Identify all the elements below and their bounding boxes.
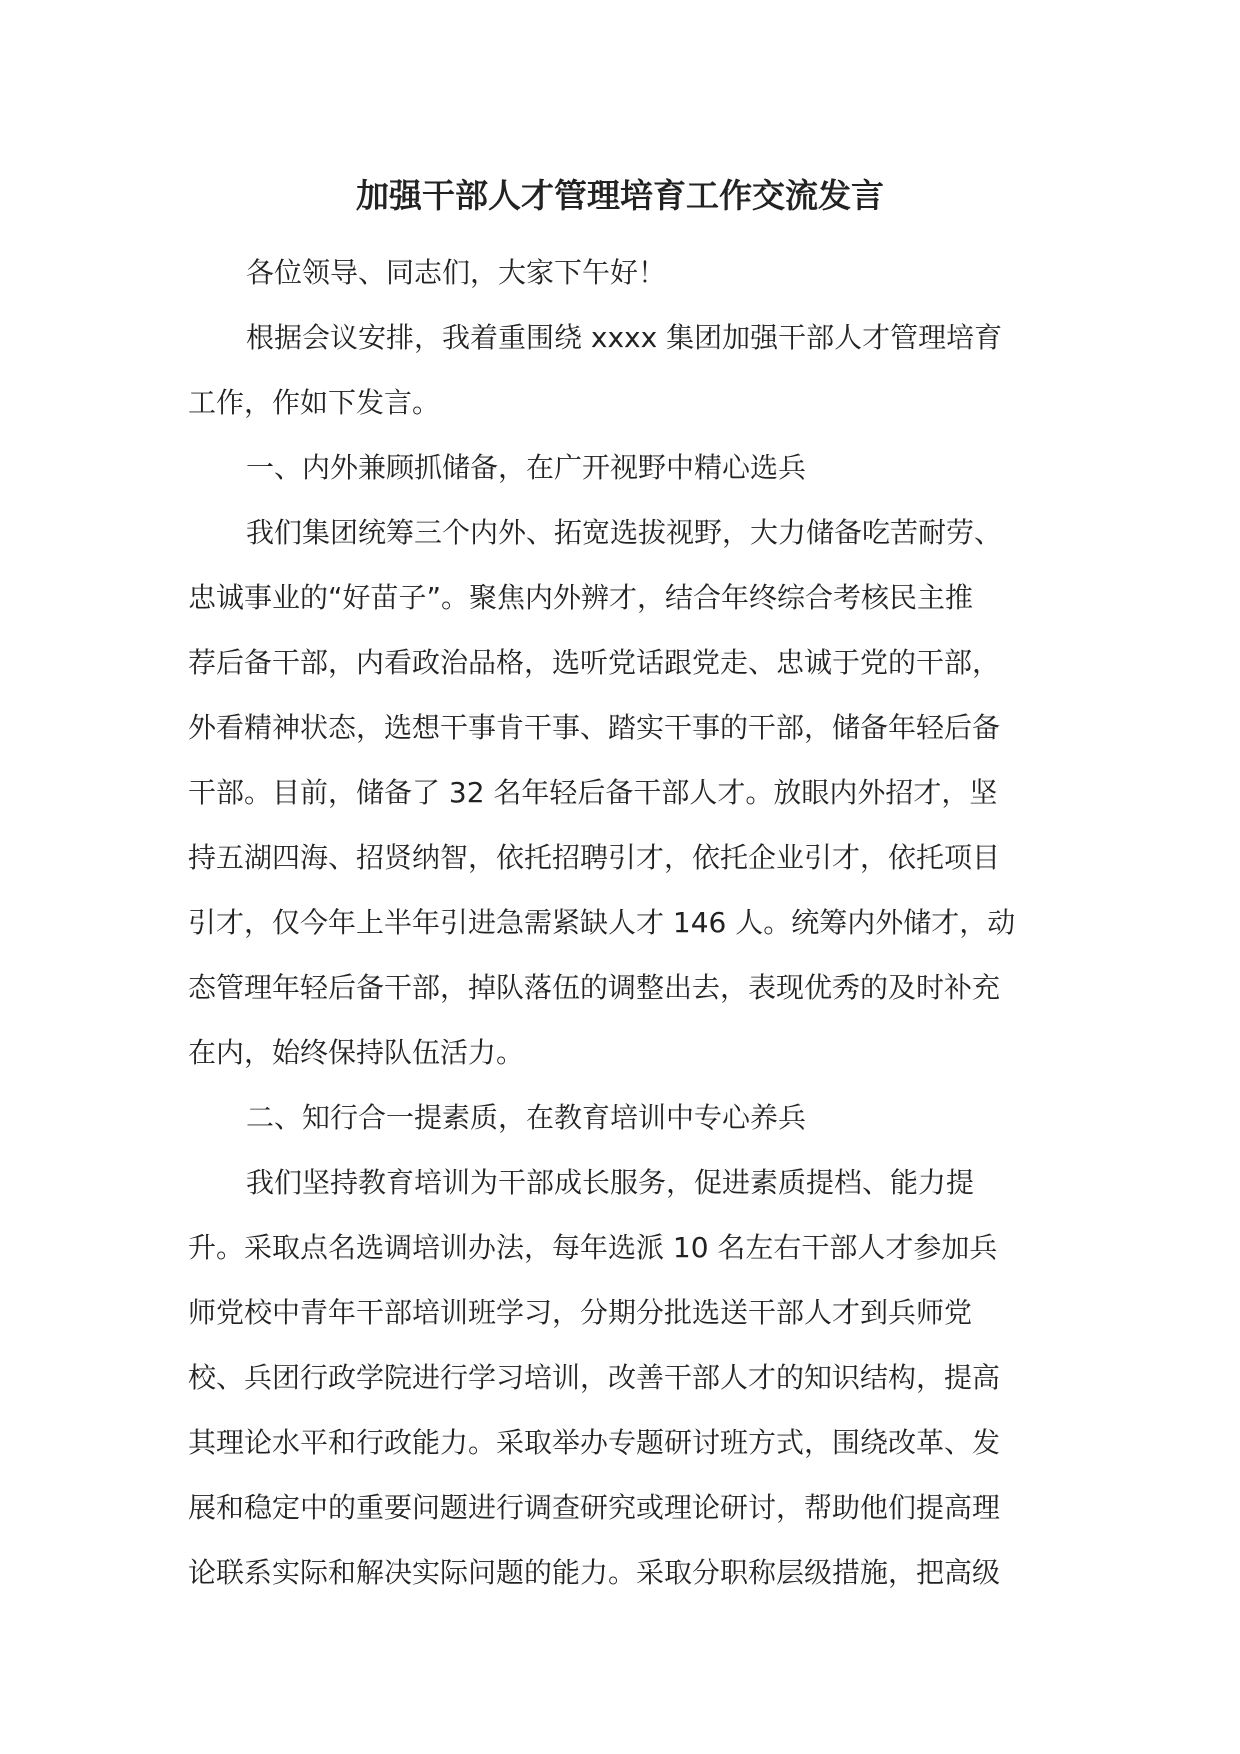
paragraph-line: 持五湖四海、招贤纳智，依托招聘引才，依托企业引才，依托项目 <box>188 841 1001 874</box>
document-title: 加强干部人才管理培育工作交流发言 <box>356 176 884 215</box>
paragraph-line: 工作，作如下发言。 <box>188 386 441 419</box>
section-heading-1: 一、内外兼顾抓储备，在广开视野中精心选兵 <box>246 451 807 484</box>
paragraph-line: 在内，始终保持队伍活力。 <box>188 1036 525 1069</box>
paragraph-line: 其理论水平和行政能力。采取举办专题研讨班方式，围绕改革、发 <box>188 1426 1001 1459</box>
paragraph-line: 外看精神状态，选想干事肯干事、踏实干事的干部，储备年轻后备 <box>188 711 1001 744</box>
paragraph-line: 忠诚事业的“好苗子”。聚焦内外辨才，结合年终综合考核民主推 <box>188 581 974 614</box>
paragraph-line: 根据会议安排，我着重围绕 xxxx 集团加强干部人才管理培育 <box>246 321 1003 354</box>
paragraph-line: 引才，仅今年上半年引进急需紧缺人才 146 人。统筹内外储才，动 <box>188 906 1016 939</box>
paragraph-line: 我们坚持教育培训为干部成长服务，促进素质提档、能力提 <box>246 1166 975 1199</box>
paragraph-line: 展和稳定中的重要问题进行调查研究或理论研讨，帮助他们提高理 <box>188 1491 1001 1524</box>
section-heading-2: 二、知行合一提素质，在教育培训中专心养兵 <box>246 1101 807 1134</box>
paragraph-line: 校、兵团行政学院进行学习培训，改善干部人才的知识结构，提高 <box>188 1361 1001 1394</box>
paragraph-line: 荐后备干部，内看政治品格，选听党话跟党走、忠诚于党的干部， <box>188 646 1001 679</box>
paragraph-line: 升。采取点名选调培训办法，每年选派 10 名左右干部人才参加兵 <box>188 1231 998 1264</box>
paragraph-line: 论联系实际和解决实际问题的能力。采取分职称层级措施，把高级 <box>188 1556 1001 1589</box>
paragraph-line: 我们集团统筹三个内外、拓宽选拔视野，大力储备吃苦耐劳、 <box>246 516 1003 549</box>
greeting-line: 各位领导、同志们，大家下午好！ <box>246 256 667 289</box>
paragraph-line: 师党校中青年干部培训班学习，分期分批选送干部人才到兵师党 <box>188 1296 973 1329</box>
paragraph-line: 干部。目前，储备了 32 名年轻后备干部人才。放眼内外招才，坚 <box>188 776 998 809</box>
document-body <box>188 240 1068 1605</box>
paragraph-line: 态管理年轻后备干部，掉队落伍的调整出去，表现优秀的及时补充 <box>188 971 1001 1004</box>
